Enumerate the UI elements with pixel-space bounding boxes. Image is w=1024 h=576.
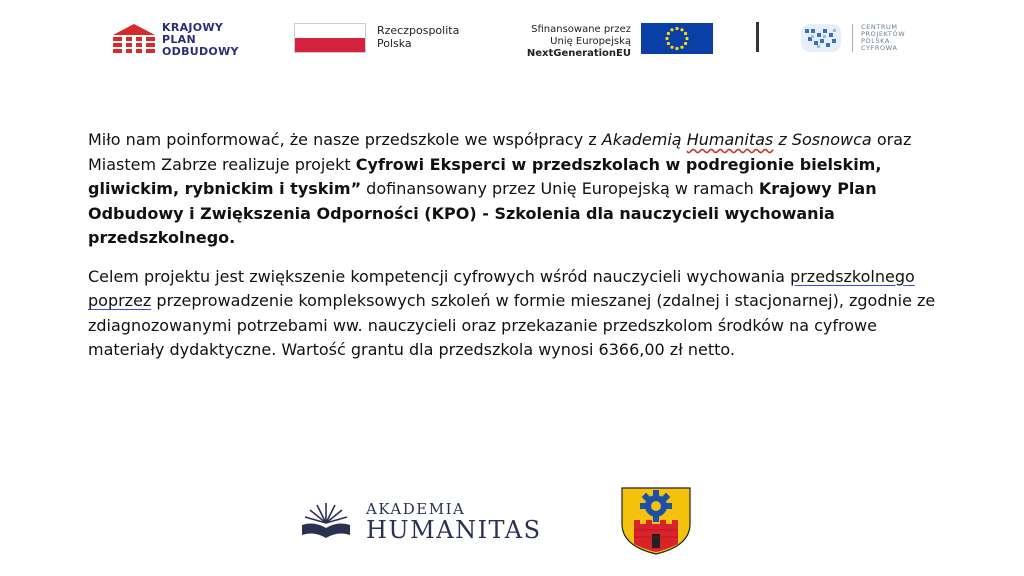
p2-text-2: przeprowadzenie kompleksowych szkoleń w formie mieszanej (zdalnej i stacjonarnej), zgodnie ze zdiagnozowanymi potrzebami ww. nauczycieli oraz przekazanie przedszkolom środków na cyfrowe materiały dydaktyczne. Wartość grantu dla przedszkola wynosi 6366,00 zł netto. <box>88 291 936 359</box>
akademia-humanitas-wordmark <box>366 500 542 542</box>
p1-text-1: Miło nam poinformować, że nasze przedszkole we współpracy z <box>88 130 602 149</box>
paragraph-project-goal <box>88 265 958 363</box>
cpc-wordmark: CENTRUM PROJEKTÓW POLSKA CYFROWA <box>852 24 905 52</box>
humanitas-word: HUMANITAS <box>366 516 542 544</box>
kpo-logo <box>112 22 239 58</box>
program-name: Krajowy Plan Odbudowy i Zwiększenia Odporności (KPO) - Szkolenia dla nauczycieli wychowania przedszkolnego. <box>88 179 877 247</box>
akademia-humanitas-logo <box>300 500 542 542</box>
announcement-body <box>88 128 958 363</box>
polish-flag-icon <box>294 23 366 53</box>
grammar-flag-text: przedszkolnego poprzez <box>88 266 915 310</box>
project-title: Cyfrowi Eksperci w przedszkolach w podregionie bielskim, gliwickim, rybnickim i tyskim” <box>88 154 882 198</box>
cpc-emblem-icon <box>800 23 842 53</box>
akademia-word: AKADEMIA <box>366 500 466 518</box>
kpo-wordmark: KRAJOWY PLAN ODBUDOWY <box>162 21 239 58</box>
cpc-logo <box>800 23 905 53</box>
paragraph-project-info <box>88 128 958 251</box>
p1-text-2: oraz Miastem Zabrze realizuje projekt <box>88 130 912 174</box>
spellcheck-word: Humanitas <box>686 130 774 149</box>
eu-funding-text: Sfinansowane przez Unię Europejską NextGenerationEU <box>526 24 631 59</box>
zabrze-crest-icon <box>618 486 694 556</box>
kpo-emblem-icon <box>112 23 156 57</box>
header-logos <box>0 18 1024 62</box>
p2-text-1: Celem projektu jest zwiększenie kompetencji cyfrowych wśród nauczycieli wychowania <box>88 266 791 286</box>
eu-flag-icon <box>641 23 713 54</box>
p1-text-3: dofinansowany przez Unię Europejską w ramach <box>361 179 759 198</box>
akademia-name: Akademią Humanitas z Sosnowca <box>601 130 872 149</box>
open-book-icon <box>300 501 352 541</box>
footer-logos <box>0 486 1024 566</box>
logo-separator <box>756 22 759 52</box>
rp-wordmark: Rzeczpospolita Polska <box>377 24 460 50</box>
